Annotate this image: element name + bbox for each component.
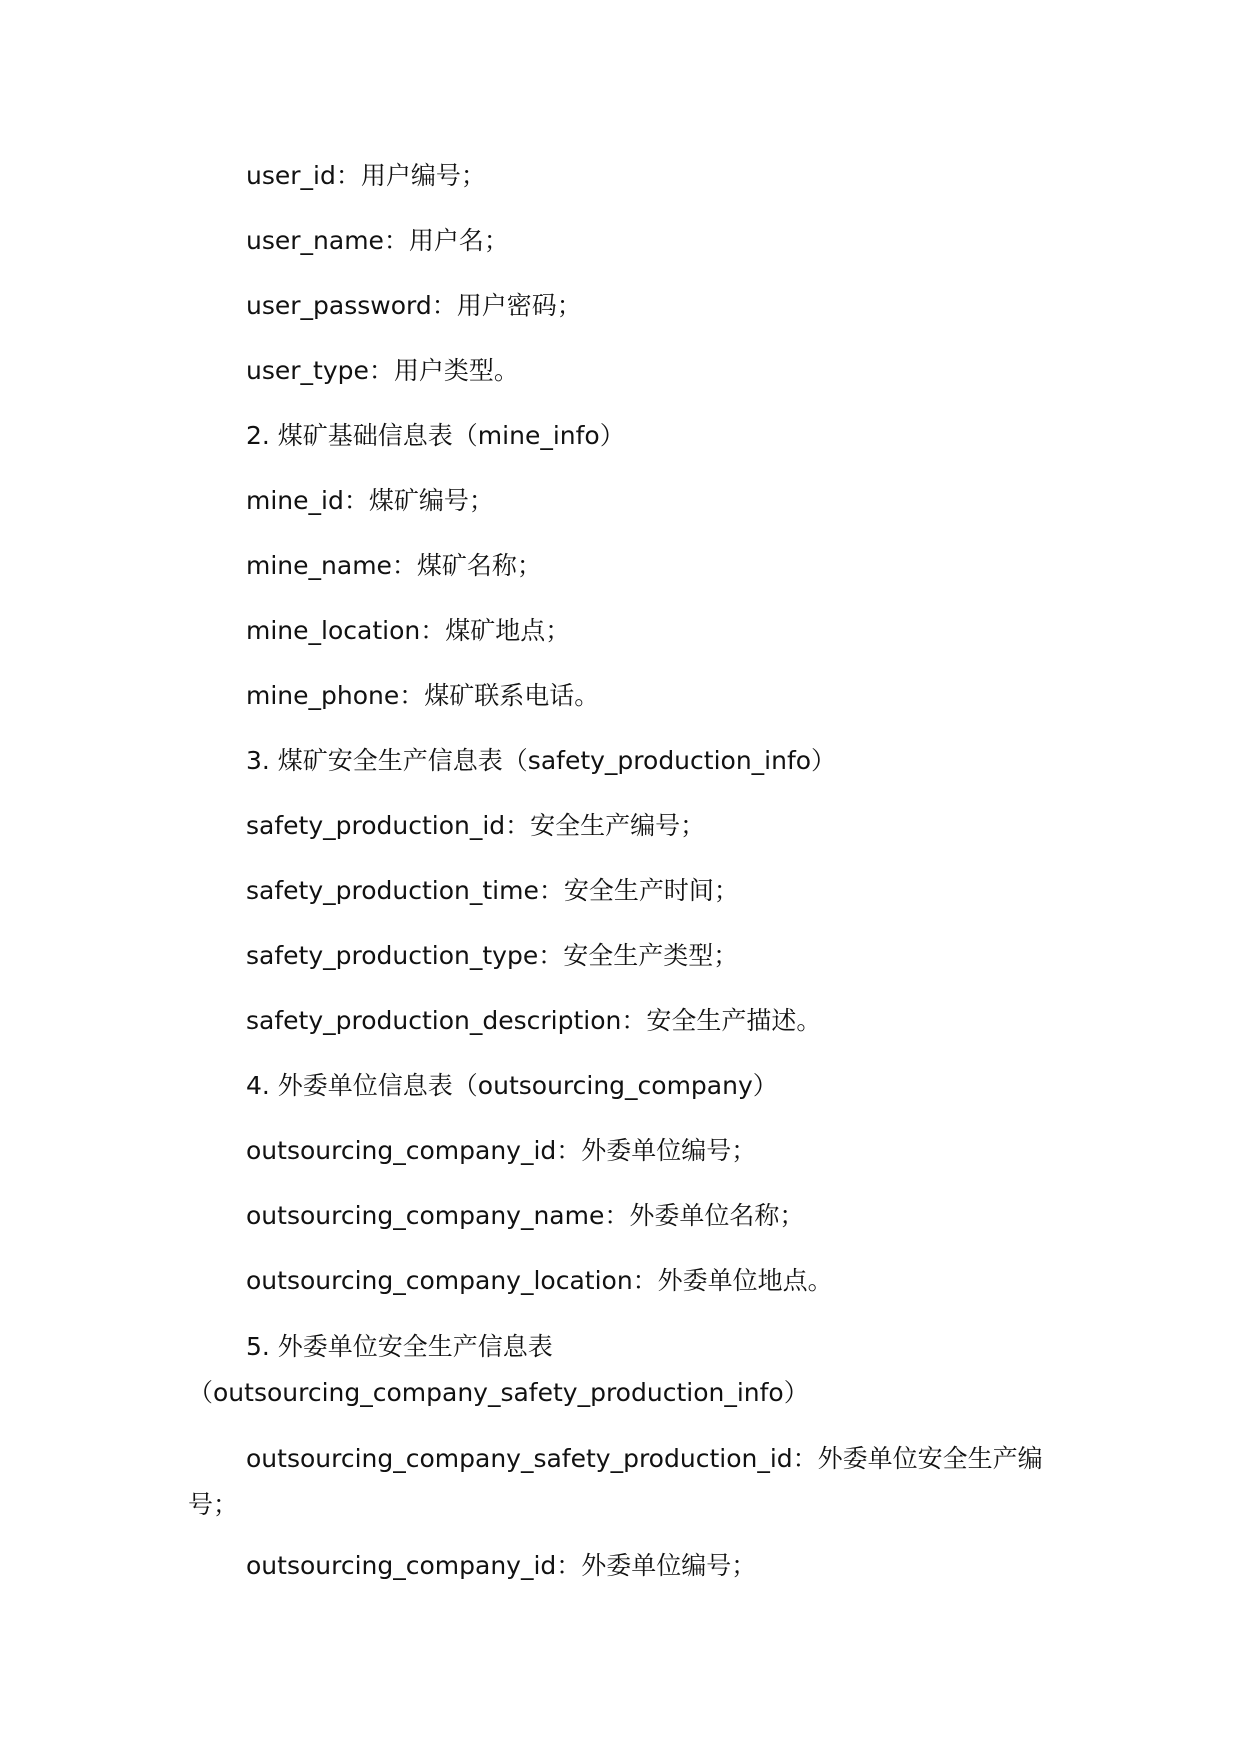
section-heading-outsourcing-company: 4. 外委单位信息表（outsourcing_company）: [246, 1071, 778, 1100]
field-outsourcing-company-location: outsourcing_company_location：外委单位地点。: [246, 1266, 833, 1295]
field-user-type: user_type：用户类型。: [246, 356, 519, 385]
field-outsourcing-company-name: outsourcing_company_name：外委单位名称；: [246, 1201, 805, 1230]
field-mine-location: mine_location：煤矿地点；: [246, 616, 571, 645]
field-outsourcing-company-id: outsourcing_company_id：外委单位编号；: [246, 1136, 757, 1165]
section-heading-mine-info: 2. 煤矿基础信息表（mine_info）: [246, 421, 625, 450]
field-mine-phone: mine_phone：煤矿联系电话。: [246, 681, 600, 710]
field-safety-production-description: safety_production_description：安全生产描述。: [246, 1006, 822, 1035]
field-safety-production-time: safety_production_time：安全生产时间；: [246, 876, 739, 905]
field-mine-name: mine_name：煤矿名称；: [246, 551, 542, 580]
field-user-name: user_name：用户名；: [246, 226, 509, 255]
field-outsourcing-company-safety-production-id: outsourcing_company_safety_production_id：外委单位安全生产编号；: [188, 1444, 1043, 1519]
field-safety-production-id: safety_production_id：安全生产编号；: [246, 811, 706, 840]
field-safety-production-type: safety_production_type：安全生产类型；: [246, 941, 739, 970]
section-heading-safety-production-info: 3. 煤矿安全生产信息表（safety_production_info）: [246, 746, 837, 775]
field-outsourcing-company-id-2: outsourcing_company_id：外委单位编号；: [246, 1551, 757, 1580]
field-user-password: user_password：用户密码；: [246, 291, 582, 320]
section-heading-outsourcing-company-safety-production-info: 5. 外委单位安全生产信息表（outsourcing_company_safety_production_info）: [188, 1332, 809, 1407]
field-mine-id: mine_id：煤矿编号；: [246, 486, 494, 515]
field-user-id: user_id：用户编号；: [246, 161, 486, 190]
